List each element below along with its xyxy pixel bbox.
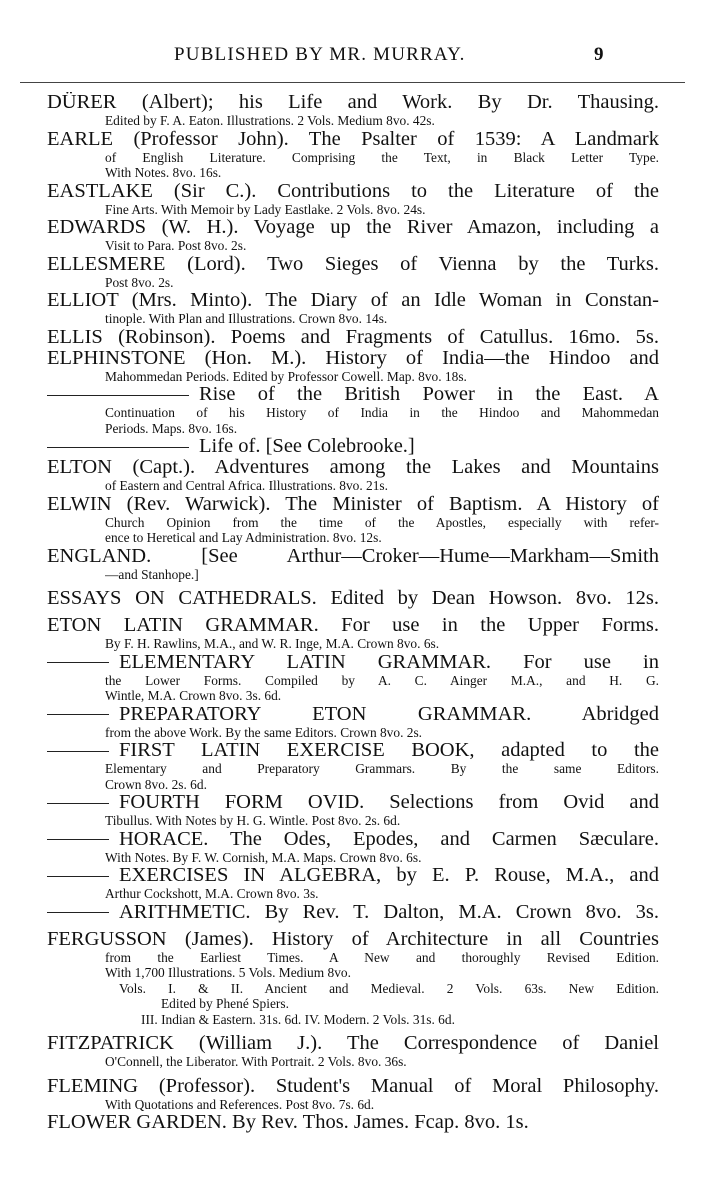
detail-line: the Lower Forms. Compiled by A. C. Ainger M.A., and H. G. (105, 672, 659, 688)
entry-elphinstone-life (47, 436, 659, 457)
detail-line: With 1,700 Illustrations. 5 Vols. Medium 8vo. (105, 965, 351, 980)
running-title: PUBLISHED BY MR. MURRAY. (174, 44, 466, 65)
entry-details (47, 150, 659, 181)
entry-details (47, 725, 659, 741)
entry-details (47, 515, 659, 546)
page-header (0, 44, 705, 74)
detail-line: of English Literature. Comprising the Text, in Black Letter Type. (105, 149, 659, 165)
detail-line: Crown 8vo. 2s. 6d. (105, 776, 207, 792)
detail-line: With Notes. By F. W. Cornish, M.A. Maps. Crown 8vo. 6s. (105, 849, 422, 865)
detail-line: Wintle, M.A. Crown 8vo. 3s. 6d. (105, 688, 282, 703)
entry-elliot (47, 290, 659, 327)
entry-horace (47, 829, 659, 866)
entry-elphinstone-rise (47, 384, 659, 436)
detail-line: Continuation of his History of India in the Hindoo and Mahommedan (105, 405, 659, 420)
entry-details (47, 567, 659, 583)
detail-line: from the above Work. By the same Editors. Crown 8vo. 2s. (105, 724, 423, 740)
entry-details (47, 311, 659, 327)
detail-line: Church Opinion from the time of the Apostles, especially with refer- (105, 514, 659, 530)
entry-heading: ESSAYS ON CATHEDRALS. Edited by Dean Howson. 8vo. 12s. (47, 588, 659, 609)
detail-line: Visit to Para. Post 8vo. 2s. (105, 238, 247, 253)
entry-fitzpatrick (47, 1033, 659, 1070)
entry-details (47, 850, 659, 866)
entry-heading: ELLIS (Robinson). Poems and Fragments of Catullus. 16mo. 5s. (47, 326, 659, 348)
entry-heading: ELPHINSTONE (Hon. M.). History of India—the Hindoo and (47, 347, 659, 369)
entry-heading-text: EXERCISES IN ALGEBRA, by E. P. Rouse, M.A., and (119, 865, 659, 886)
entry-heading: ELLIOT (Mrs. Minto). The Diary of an Idle Woman in Constan- (47, 290, 659, 311)
entry-details (47, 636, 659, 652)
entry-details (47, 761, 659, 792)
entry-heading: FERGUSSON (James). History of Architecture in all Countries (47, 928, 659, 950)
detail-line: of Eastern and Central Africa. Illustrations. 8vo. 21s. (105, 478, 388, 493)
detail-line: Arthur Cockshott, M.A. Crown 8vo. 3s. (105, 886, 319, 901)
entry-heading (47, 704, 659, 725)
catalogue-entries (47, 92, 659, 1133)
entry-details (47, 275, 659, 291)
entry-heading (47, 902, 659, 923)
ditto-rule (47, 751, 109, 752)
detail-line: With Quotations and References. Post 8vo. 7s. 6d. (105, 1096, 375, 1112)
entry-ellesmere (47, 254, 659, 291)
detail-line: Fine Arts. With Memoir by Lady Eastlake. 2 Vols. 8vo. 24s. (105, 201, 426, 217)
entry-elwin (47, 494, 659, 546)
entry-heading: FITZPATRICK (William J.). The Correspondence of Daniel (47, 1033, 659, 1054)
entry-details (47, 886, 659, 902)
entry-heading-text: Rise of the British Power in the East. A (199, 384, 659, 405)
entry-eastlake (47, 181, 659, 218)
ditto-rule (47, 912, 109, 913)
entry-details (47, 673, 659, 704)
detail-line: Elementary and Preparatory Grammars. By the same Editors. (105, 761, 659, 776)
ditto-rule (47, 395, 189, 396)
ditto-rule (47, 803, 109, 804)
entry-flower-garden (47, 1112, 659, 1133)
entry-details (47, 813, 659, 829)
entry-exercises-in-algebra (47, 865, 659, 902)
entry-details (47, 369, 659, 385)
entry-heading-text: HORACE. The Odes, Epodes, and Carmen Sæculare. (119, 828, 659, 850)
entry-details (47, 113, 659, 129)
ditto-rule (47, 447, 189, 448)
detail-line: III. Indian & Eastern. 31s. 6d. IV. Modern. 2 Vols. 31s. 6d. (141, 1011, 455, 1027)
detail-line: Vols. I. & II. Ancient and Medieval. 2 Vols. 63s. New Edition. (119, 980, 659, 996)
entry-ellis (47, 327, 659, 348)
entry-heading: EDWARDS (W. H.). Voyage up the River Amazon, including a (47, 217, 659, 238)
entry-first-latin-exercise-book (47, 740, 659, 792)
entry-heading: EARLE (Professor John). The Psalter of 1539: A Landmark (47, 128, 659, 150)
entry-heading-text: ELEMENTARY LATIN GRAMMAR. For use in (119, 651, 659, 673)
entry-details (47, 238, 659, 254)
detail-line: —and Stanhope.] (105, 566, 199, 582)
detail-line: O'Connell, the Liberator. With Portrait. 2 Vols. 8vo. 36s. (105, 1054, 407, 1069)
entry-heading: ELWIN (Rev. Warwick). The Minister of Baptism. A History of (47, 493, 659, 515)
entry-heading-text: Life of. [See Colebrooke.] (199, 436, 415, 457)
entry-durer (47, 92, 659, 129)
entry-heading: FLEMING (Professor). Student's Manual of Moral Philosophy. (47, 1075, 659, 1097)
detail-line: tinople. With Plan and Illustrations. Crown 8vo. 14s. (105, 311, 388, 326)
entry-heading-text: ARITHMETIC. By Rev. T. Dalton, M.A. Crown 8vo. 3s. (119, 901, 659, 923)
entry-fergusson (47, 929, 659, 1028)
detail-line: from the Earliest Times. A New and thoroughly Revised Edition. (105, 949, 659, 965)
entry-heading (47, 740, 659, 761)
entry-details (47, 1054, 659, 1070)
ditto-rule (47, 714, 109, 715)
entry-heading: ELTON (Capt.). Adventures among the Lakes and Mountains (47, 457, 659, 478)
detail-line: By F. H. Rawlins, M.A., and W. R. Inge, M.A. Crown 8vo. 6s. (105, 636, 440, 651)
ditto-rule (47, 839, 109, 840)
entry-heading (47, 384, 659, 405)
entry-edwards (47, 217, 659, 254)
entry-arithmetic (47, 902, 659, 923)
entry-details (47, 405, 659, 436)
entry-elton (47, 457, 659, 494)
detail-line: With Notes. 8vo. 16s. (105, 165, 222, 180)
entry-details (47, 478, 659, 494)
entry-eton-latin-grammar (47, 615, 659, 652)
detail-line: ence to Heretical and Lay Administration. 8vo. 12s. (105, 530, 382, 545)
entry-heading: EASTLAKE (Sir C.). Contributions to the Literature of the (47, 180, 659, 202)
entry-details (47, 202, 659, 218)
header-rule (20, 82, 685, 83)
entry-heading (47, 792, 659, 813)
entry-details (47, 1097, 659, 1113)
entry-preparatory-eton-grammar (47, 704, 659, 741)
ditto-rule (47, 662, 109, 663)
entry-essays-on-cathedrals (47, 588, 659, 609)
entry-heading (47, 865, 659, 886)
entry-heading: ENGLAND. [See Arthur—Croker—Hume—Markham—Smith (47, 545, 659, 567)
detail-line: Periods. Maps. 8vo. 16s. (105, 420, 238, 436)
entry-fourth-form-ovid (47, 792, 659, 829)
detail-line: Post 8vo. 2s. (105, 274, 174, 290)
entry-heading (47, 652, 659, 673)
entry-elementary-latin-grammar (47, 652, 659, 704)
entry-earle (47, 129, 659, 181)
entry-details (47, 950, 659, 1028)
detail-line: Edited by F. A. Eaton. Illustrations. 2 Vols. Medium 8vo. 42s. (105, 113, 435, 128)
ditto-rule (47, 876, 109, 877)
entry-heading: ETON LATIN GRAMMAR. For use in the Upper Forms. (47, 615, 659, 636)
entry-england (47, 546, 659, 583)
entry-heading-text: FOURTH FORM OVID. Selections from Ovid and (119, 792, 659, 813)
entry-fleming (47, 1076, 659, 1113)
entry-heading (47, 829, 659, 850)
entry-heading: DÜRER (Albert); his Life and Work. By Dr. Thausing. (47, 92, 659, 113)
detail-line: Mahommedan Periods. Edited by Professor Cowell. Map. 8vo. 18s. (105, 368, 467, 384)
page-number: 9 (594, 44, 604, 65)
detail-line: Edited by Phené Spiers. (161, 996, 289, 1011)
detail-line: Tibullus. With Notes by H. G. Wintle. Post 8vo. 2s. 6d. (105, 813, 401, 828)
entry-heading (47, 436, 659, 457)
entry-elphinstone (47, 348, 659, 385)
entry-heading: FLOWER GARDEN. By Rev. Thos. James. Fcap. 8vo. 1s. (47, 1112, 529, 1133)
entry-heading-text: FIRST LATIN EXERCISE BOOK, adapted to the (119, 740, 659, 761)
entry-heading-text: PREPARATORY ETON GRAMMAR. Abridged (119, 703, 659, 725)
entry-heading: ELLESMERE (Lord). Two Sieges of Vienna by the Turks. (47, 253, 659, 275)
